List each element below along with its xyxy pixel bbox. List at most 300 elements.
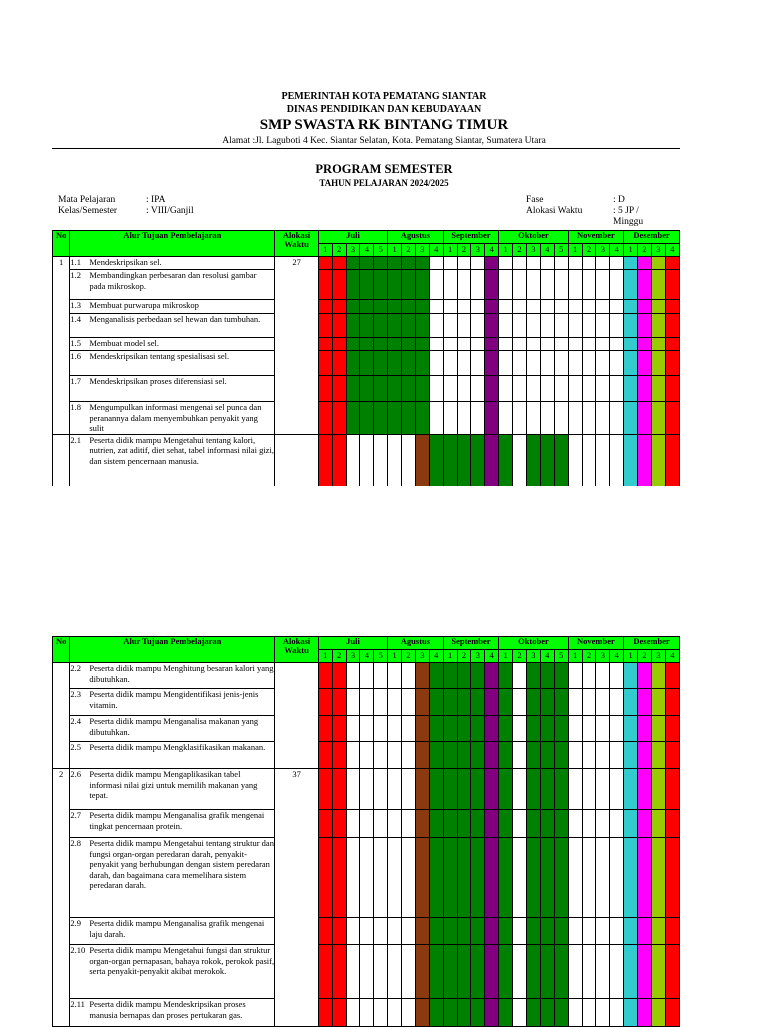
week-cell	[596, 663, 610, 689]
atp-description: Menganalisis perbedaan sel hewan dan tumbuhan.	[89, 314, 275, 338]
week-cell	[485, 945, 499, 999]
week-cell	[332, 999, 346, 1027]
week-cell	[554, 338, 568, 351]
week-cell	[540, 314, 554, 338]
week-cell	[568, 300, 582, 314]
week-cell	[665, 945, 679, 999]
col-header-alokasi: Alokasi Waktu	[275, 231, 318, 257]
week-cell	[388, 434, 402, 486]
week-cell	[638, 689, 652, 716]
week-cell	[443, 270, 457, 300]
table-row	[53, 769, 680, 810]
week-cell	[374, 769, 388, 810]
month-header-september: September	[443, 637, 499, 650]
week-cell	[457, 402, 471, 435]
week-cell	[540, 434, 554, 486]
week-cell	[332, 338, 346, 351]
week-cell	[485, 918, 499, 945]
week-cell	[443, 314, 457, 338]
week-cell	[540, 300, 554, 314]
week-cell	[568, 918, 582, 945]
week-cell	[638, 918, 652, 945]
week-cell	[526, 838, 540, 918]
week-cell	[415, 314, 429, 338]
week-cell	[638, 338, 652, 351]
week-cell	[374, 945, 388, 999]
atp-code: 2.3	[70, 689, 90, 716]
week-cell	[332, 918, 346, 945]
week-cell	[429, 689, 443, 716]
week-cell	[638, 810, 652, 838]
week-cell	[429, 300, 443, 314]
week-header: 3	[346, 650, 360, 663]
week-cell	[388, 918, 402, 945]
week-cell	[374, 838, 388, 918]
week-cell	[610, 376, 624, 402]
atp-code: 1.6	[70, 351, 90, 376]
week-cell	[596, 810, 610, 838]
week-cell	[485, 742, 499, 769]
week-cell	[568, 769, 582, 810]
week-cell	[665, 838, 679, 918]
week-cell	[332, 351, 346, 376]
week-header: 3	[471, 244, 485, 257]
week-cell	[540, 663, 554, 689]
week-cell	[624, 270, 638, 300]
week-cell	[346, 689, 360, 716]
week-cell	[499, 663, 513, 689]
week-cell	[485, 689, 499, 716]
week-cell	[665, 270, 679, 300]
atp-description: Peserta didik mampu Mengetahui tentang struktur dan fungsi organ-organ peredaran darah, penyakit-penyakit yang berhubungan dengan sistem peredaran darah, dan bagaimana cara memelihara sistem peredaran darah.	[89, 838, 275, 918]
week-cell	[568, 338, 582, 351]
week-cell	[554, 689, 568, 716]
week-cell	[318, 376, 332, 402]
week-cell	[526, 270, 540, 300]
subject-value: : IPA	[146, 195, 166, 205]
week-cell	[485, 402, 499, 435]
week-cell	[499, 999, 513, 1027]
time-value: : 5 JP /	[613, 206, 639, 216]
week-cell	[388, 838, 402, 918]
week-cell	[443, 918, 457, 945]
week-cell	[360, 999, 374, 1027]
week-cell	[346, 376, 360, 402]
week-cell	[596, 838, 610, 918]
week-cell	[332, 838, 346, 918]
week-cell	[638, 270, 652, 300]
week-header: 3	[415, 650, 429, 663]
table-row	[53, 663, 680, 689]
week-cell	[429, 769, 443, 810]
week-cell	[624, 338, 638, 351]
atp-description: Peserta didik mampu Mengklasifikasikan makanan.	[89, 742, 275, 769]
week-header: 4	[610, 244, 624, 257]
week-cell	[429, 376, 443, 402]
week-cell	[318, 945, 332, 999]
week-cell	[332, 689, 346, 716]
week-cell	[402, 918, 416, 945]
week-cell	[415, 945, 429, 999]
week-cell	[402, 270, 416, 300]
week-cell	[443, 338, 457, 351]
atp-code: 2.11	[70, 999, 90, 1027]
table-row	[53, 376, 680, 402]
week-cell	[582, 838, 596, 918]
month-header-agustus: Agustus	[388, 231, 444, 244]
week-cell	[624, 376, 638, 402]
table-row	[53, 270, 680, 300]
week-cell	[429, 338, 443, 351]
week-cell	[513, 270, 527, 300]
week-cell	[624, 663, 638, 689]
class-value: : VIII/Ganjil	[146, 206, 194, 216]
week-cell	[610, 434, 624, 486]
month-header-oktober: Oktober	[499, 637, 568, 650]
week-cell	[624, 810, 638, 838]
week-cell	[360, 769, 374, 810]
week-cell	[513, 257, 527, 270]
week-cell	[513, 663, 527, 689]
table-row	[53, 999, 680, 1027]
week-header: 1	[388, 244, 402, 257]
week-cell	[513, 402, 527, 435]
week-cell	[526, 999, 540, 1027]
week-cell	[471, 402, 485, 435]
week-cell	[638, 351, 652, 376]
week-cell	[388, 999, 402, 1027]
week-cell	[415, 999, 429, 1027]
week-cell	[415, 769, 429, 810]
week-cell	[665, 402, 679, 435]
week-cell	[582, 257, 596, 270]
week-cell	[415, 376, 429, 402]
week-cell	[596, 769, 610, 810]
week-cell	[582, 810, 596, 838]
week-cell	[499, 376, 513, 402]
week-header: 1	[318, 650, 332, 663]
week-header: 5	[554, 244, 568, 257]
week-cell	[388, 338, 402, 351]
week-cell	[402, 769, 416, 810]
week-cell	[665, 434, 679, 486]
week-cell	[318, 999, 332, 1027]
week-cell	[374, 351, 388, 376]
week-header: 4	[540, 244, 554, 257]
week-cell	[651, 945, 665, 999]
week-cell	[582, 402, 596, 435]
week-cell	[402, 434, 416, 486]
week-header: 1	[443, 650, 457, 663]
week-cell	[402, 689, 416, 716]
week-cell	[429, 351, 443, 376]
table-row	[53, 716, 680, 742]
week-cell	[499, 270, 513, 300]
atp-description: Peserta didik mampu Menganalisa grafik mengenai laju darah.	[89, 918, 275, 945]
week-cell	[624, 314, 638, 338]
schedule-table-1	[52, 230, 680, 486]
month-header-desember: Desember	[624, 637, 680, 650]
week-cell	[624, 999, 638, 1027]
atp-code: 1.1	[70, 257, 90, 270]
alokasi-waktu	[275, 663, 318, 769]
week-cell	[651, 918, 665, 945]
table-row	[53, 402, 680, 435]
week-cell	[471, 351, 485, 376]
week-header: 5	[374, 650, 388, 663]
week-cell	[332, 716, 346, 742]
phase-value: : D	[613, 195, 625, 205]
atp-code: 2.4	[70, 716, 90, 742]
week-cell	[388, 402, 402, 435]
atp-description: Peserta didik mampu Menghitung besaran kalori yang dibutuhkan.	[89, 663, 275, 689]
week-cell	[499, 810, 513, 838]
week-cell	[651, 270, 665, 300]
week-cell	[651, 838, 665, 918]
week-cell	[513, 999, 527, 1027]
week-cell	[513, 434, 527, 486]
week-cell	[415, 689, 429, 716]
week-cell	[318, 716, 332, 742]
week-cell	[568, 376, 582, 402]
week-cell	[388, 945, 402, 999]
week-cell	[443, 999, 457, 1027]
week-cell	[540, 338, 554, 351]
week-cell	[471, 716, 485, 742]
week-cell	[624, 402, 638, 435]
week-header: 1	[624, 650, 638, 663]
week-cell	[485, 376, 499, 402]
week-cell	[513, 810, 527, 838]
week-cell	[443, 300, 457, 314]
atp-code: 2.1	[70, 434, 90, 486]
week-cell	[624, 351, 638, 376]
week-cell	[540, 270, 554, 300]
week-cell	[582, 351, 596, 376]
week-cell	[513, 838, 527, 918]
week-cell	[443, 402, 457, 435]
week-header: 4	[540, 650, 554, 663]
week-cell	[485, 810, 499, 838]
week-header: 1	[318, 244, 332, 257]
week-cell	[526, 769, 540, 810]
week-cell	[568, 351, 582, 376]
week-cell	[610, 663, 624, 689]
week-cell	[457, 810, 471, 838]
week-cell	[582, 689, 596, 716]
week-cell	[402, 338, 416, 351]
week-cell	[429, 716, 443, 742]
week-cell	[610, 338, 624, 351]
week-header: 3	[471, 650, 485, 663]
week-cell	[429, 270, 443, 300]
week-cell	[665, 376, 679, 402]
week-header: 4	[360, 650, 374, 663]
week-header: 2	[638, 244, 652, 257]
week-cell	[485, 257, 499, 270]
week-cell	[457, 838, 471, 918]
week-cell	[526, 945, 540, 999]
week-cell	[526, 257, 540, 270]
atp-code: 1.4	[70, 314, 90, 338]
col-header-alokasi: Alokasi Waktu	[275, 637, 318, 663]
week-header: 3	[651, 650, 665, 663]
table-row	[53, 742, 680, 769]
week-cell	[346, 351, 360, 376]
week-cell	[638, 434, 652, 486]
week-cell	[402, 257, 416, 270]
alokasi-waktu: 27	[275, 257, 318, 435]
week-cell	[360, 663, 374, 689]
week-cell	[651, 769, 665, 810]
table-row	[53, 689, 680, 716]
week-cell	[402, 838, 416, 918]
col-header-atp: Alur Tujuan Pembelajaran	[70, 231, 275, 257]
week-header: 4	[429, 244, 443, 257]
week-cell	[513, 338, 527, 351]
week-cell	[540, 257, 554, 270]
week-cell	[402, 663, 416, 689]
week-cell	[485, 338, 499, 351]
week-cell	[360, 716, 374, 742]
week-cell	[374, 810, 388, 838]
week-cell	[582, 270, 596, 300]
week-cell	[429, 999, 443, 1027]
week-cell	[624, 742, 638, 769]
week-cell	[318, 257, 332, 270]
week-cell	[610, 351, 624, 376]
week-cell	[568, 716, 582, 742]
table-row	[53, 810, 680, 838]
week-cell	[526, 742, 540, 769]
week-cell	[610, 918, 624, 945]
atp-code: 1.7	[70, 376, 90, 402]
week-cell	[360, 402, 374, 435]
week-cell	[429, 918, 443, 945]
week-cell	[415, 270, 429, 300]
atp-description: Peserta didik mampu Mengetahui fungsi dan struktur organ-organ pernapasan, bahaya rokok, perokok pasif, serta penyakit-penyakit akibat merokok.	[89, 945, 275, 999]
atp-code: 2.10	[70, 945, 90, 999]
week-cell	[429, 838, 443, 918]
week-cell	[415, 838, 429, 918]
week-cell	[471, 300, 485, 314]
month-header-november: November	[568, 637, 624, 650]
week-cell	[346, 945, 360, 999]
week-cell	[374, 434, 388, 486]
week-cell	[471, 945, 485, 999]
school-address: Alamat :Jl. Laguboti 4 Kec. Siantar Selatan, Kota. Pematang Siantar, Sumatera Utara	[222, 136, 546, 146]
table-row	[53, 434, 680, 486]
week-cell	[610, 689, 624, 716]
week-cell	[540, 945, 554, 999]
week-cell	[582, 338, 596, 351]
week-cell	[443, 945, 457, 999]
week-cell	[318, 434, 332, 486]
week-header: 3	[651, 244, 665, 257]
week-cell	[554, 999, 568, 1027]
week-cell	[346, 663, 360, 689]
week-header: 3	[526, 244, 540, 257]
month-header-september: September	[443, 231, 499, 244]
week-cell	[596, 300, 610, 314]
week-cell	[540, 742, 554, 769]
week-cell	[540, 376, 554, 402]
week-cell	[374, 716, 388, 742]
table-row	[53, 300, 680, 314]
atp-description: Membuat model sel.	[89, 338, 275, 351]
week-cell	[526, 434, 540, 486]
week-cell	[513, 689, 527, 716]
week-cell	[318, 402, 332, 435]
week-cell	[624, 769, 638, 810]
week-cell	[360, 742, 374, 769]
week-header: 5	[374, 244, 388, 257]
week-cell	[665, 663, 679, 689]
week-cell	[471, 257, 485, 270]
week-cell	[443, 376, 457, 402]
week-cell	[429, 810, 443, 838]
week-cell	[596, 402, 610, 435]
week-header: 2	[457, 244, 471, 257]
week-cell	[415, 351, 429, 376]
table-row	[53, 351, 680, 376]
week-cell	[485, 999, 499, 1027]
week-cell	[638, 769, 652, 810]
week-cell	[610, 270, 624, 300]
week-cell	[388, 376, 402, 402]
week-cell	[388, 716, 402, 742]
week-header: 1	[624, 244, 638, 257]
atp-code: 2.9	[70, 918, 90, 945]
table-row	[53, 918, 680, 945]
week-cell	[402, 945, 416, 999]
week-cell	[554, 434, 568, 486]
week-cell	[638, 314, 652, 338]
week-cell	[429, 434, 443, 486]
week-cell	[638, 257, 652, 270]
week-cell	[582, 999, 596, 1027]
week-cell	[610, 716, 624, 742]
week-cell	[651, 257, 665, 270]
week-cell	[665, 338, 679, 351]
week-cell	[415, 402, 429, 435]
week-cell	[651, 314, 665, 338]
atp-code: 2.6	[70, 769, 90, 810]
week-cell	[346, 338, 360, 351]
doc-title: PROGRAM SEMESTER	[315, 162, 453, 176]
week-cell	[388, 300, 402, 314]
week-cell	[665, 918, 679, 945]
week-cell	[346, 402, 360, 435]
week-cell	[471, 742, 485, 769]
week-cell	[374, 742, 388, 769]
table-row	[53, 314, 680, 338]
week-cell	[374, 689, 388, 716]
week-cell	[471, 270, 485, 300]
week-cell	[429, 257, 443, 270]
week-header: 5	[554, 650, 568, 663]
week-cell	[651, 376, 665, 402]
week-cell	[499, 716, 513, 742]
week-cell	[443, 351, 457, 376]
week-cell	[610, 742, 624, 769]
week-cell	[471, 338, 485, 351]
week-cell	[540, 689, 554, 716]
week-cell	[596, 257, 610, 270]
atp-description: Mendeskripsikan proses diferensiasi sel.	[89, 376, 275, 402]
week-header: 2	[638, 650, 652, 663]
week-cell	[457, 351, 471, 376]
